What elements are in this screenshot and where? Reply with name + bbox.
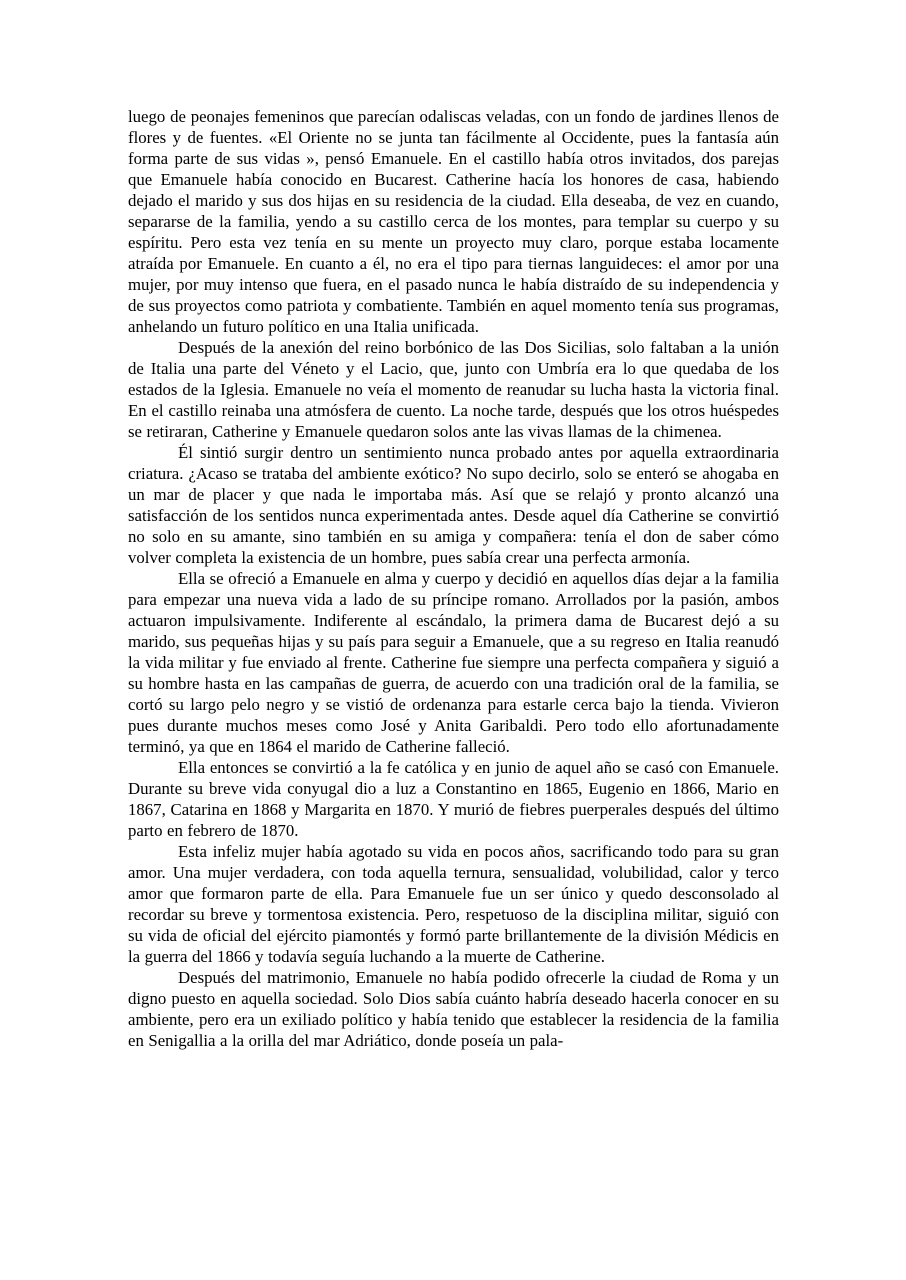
paragraph: Ella entonces se convirtió a la fe católica y en junio de aquel año se casó con Emanuele. Durante su breve vida conyugal dio a luz a Constantino en 1865, Eugenio en 1866, Mario en 1867, Catarina en 1868 y Margarita en 1870. Y murió de fiebres puerperales después del último parto en febrero de 1870. — [128, 758, 779, 840]
paragraph: Ella se ofreció a Emanuele en alma y cuerpo y decidió en aquellos días dejar a la familia para empezar una nueva vida a lado de su príncipe romano. Arrollados por la pasión, ambos actuaron impulsivamente. Indiferente al escándalo, la primera dama de Bucarest dejó a su marido, sus pequeñas hijas y su país para seguir a Emanuele, que a su regreso en Italia reanudó la vida militar y fue enviado al frente. Catherine fue siempre una perfecta compañera y siguió a su hombre hasta en las campañas de guerra, de acuerdo con una tradición oral de la familia, se cortó su largo pelo negro y se vistió de ordenanza para estarle cerca bajo la tienda. Vivieron pues durante muchos meses como José y Anita Garibaldi. Pero todo ello afortunadamente terminó, ya que en 1864 el marido de Catherine falleció. — [128, 569, 779, 756]
paragraph: Después del matrimonio, Emanuele no había podido ofrecerle la ciudad de Roma y un digno puesto en aquella sociedad. Solo Dios sabía cuánto habría deseado hacerla conocer en su ambiente, pero era un exiliado político y había tenido que establecer la residencia de la familia en Senigallia a la orilla del mar Adriático, donde poseía un pala- — [128, 968, 779, 1050]
paragraph: Esta infeliz mujer había agotado su vida en pocos años, sacrificando todo para su gran amor. Una mujer verdadera, con toda aquella ternura, sensualidad, volubilidad, calor y terco amor que formaron parte de ella. Para Emanuele fue un ser único y quedo desconsolado al recordar su breve y tormentosa existencia. Pero, respetuoso de la disciplina militar, siguió con su vida de oficial del ejército piamontés y formó parte brillantemente de la división Médicis en la guerra del 1866 y todavía seguía luchando a la muerte de Catherine. — [128, 842, 779, 966]
paragraph-continuation: luego de peonajes femeninos que parecían odaliscas veladas, con un fondo de jardines llenos de flores y de fuentes. «El Oriente no se junta tan fácilmente al Occidente, pues la fantasía aún forma parte de sus vidas », pensó Emanuele. En el castillo había otros invitados, dos parejas que Emanuele había conocido en Bucarest. Catherine hacía los honores de casa, habiendo dejado el marido y sus dos hijas en su residencia de la ciudad. Ella deseaba, de vez en cuando, separarse de la familia, yendo a su castillo cerca de los montes, para templar su cuerpo y su espíritu. Pero esta vez tenía en su mente un proyecto muy claro, porque estaba locamente atraída por Emanuele. En cuanto a él, no era el tipo para tiernas languideces: el amor por una mujer, por muy intenso que fuera, en el pasado nunca le había distraído de su independencia y de sus proyectos como patriota y combatiente. También en aquel momento tenía sus programas, anhelando un futuro político en una Italia unificada. — [128, 107, 779, 336]
paragraph: Después de la anexión del reino borbónico de las Dos Sicilias, solo faltaban a la unión de Italia una parte del Véneto y el Lacio, que, junto con Umbría era lo que quedaba de los estados de la Iglesia. Emanuele no veía el momento de reanudar su lucha hasta la victoria final. En el castillo reinaba una atmósfera de cuento. La noche tarde, después que los otros huéspedes se retiraran, Catherine y Emanuele quedaron solos ante las vivas llamas de la chimenea. — [128, 338, 779, 441]
text-block — [128, 106, 779, 1051]
paragraph: Él sintió surgir dentro un sentimiento nunca probado antes por aquella extraordinaria criatura. ¿Acaso se trataba del ambiente exótico? No supo decirlo, solo se enteró se ahogaba en un mar de placer y que nada le importaba más. Así que se relajó y pronto alcanzó una satisfacción de los sentidos nunca experimentada antes. Desde aquel día Catherine se convirtió no solo en su amante, sino también en su amiga y compañera: tenía el don de saber cómo volver completa la existencia de un hombre, pues sabía crear una perfecta armonía. — [128, 443, 779, 567]
